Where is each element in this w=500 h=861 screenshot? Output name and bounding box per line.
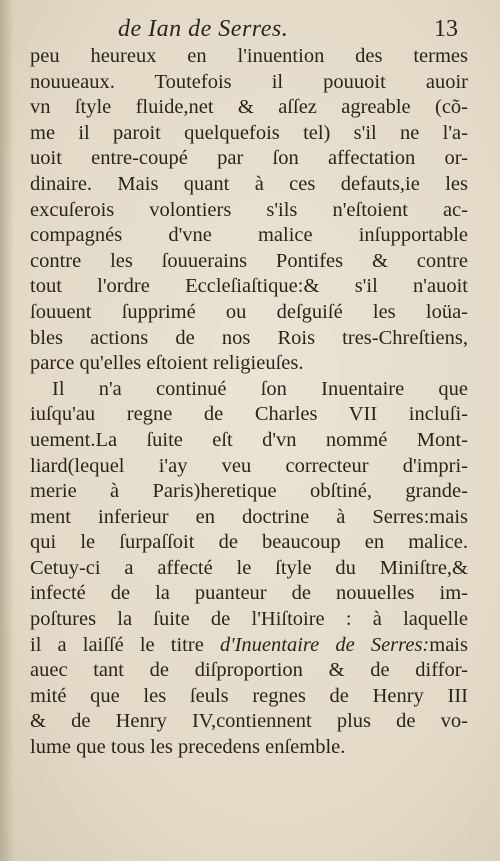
text-line: lume que tous les precedens enſemble. — [30, 736, 346, 759]
text-line: contre les ſouuerains Pontifes & contre — [30, 249, 468, 272]
page-header — [118, 16, 458, 46]
text-line: excuſerois volontiers s'ils n'eſtoient ac- — [30, 198, 468, 221]
text-line: tout l'ordre Eccleſiaſtique:& s'il n'auoit — [30, 275, 468, 298]
text-line: auec tant de diſproportion & de diffor- — [30, 659, 468, 682]
text-line: uoit entre-coupé par ſon affectation or- — [30, 147, 468, 170]
paragraph-start-line: Il n'a continué ſon Inuentaire que — [52, 377, 468, 400]
page-gutter-shadow — [0, 0, 14, 861]
text-segment: mais — [429, 633, 468, 656]
text-line: Cetuy-ci a affecté le ſtyle du Miniſtre,& — [30, 556, 468, 579]
body-text — [30, 44, 468, 761]
running-title: de Ian de Serres. — [118, 16, 289, 42]
text-line: nouueaux. Toutefois il pouuoit auoir — [30, 70, 468, 93]
text-line: mité que les ſeuls regnes de Henry III — [30, 684, 468, 707]
text-line: infecté de la puanteur de nouuelles im- — [30, 582, 468, 605]
text-line: merie à Paris)heretique obſtiné, grande- — [30, 480, 468, 503]
text-line: bles actions de nos Rois tres-Chreſtiens, — [30, 326, 468, 349]
text-line: compagnés d'vne malice inſupportable — [30, 224, 468, 247]
paragraph-end-line: parce qu'elles eſtoient religieuſes. — [30, 352, 304, 375]
text-line: & de Henry IV,contiennent plus de vo- — [30, 710, 468, 733]
text-line: dinaire. Mais quant à ces defauts,ie les — [30, 172, 468, 195]
text-line: peu heureux en l'inuention des termes — [30, 45, 468, 67]
text-line: poſtures la ſuite de l'Hiſtoire : à laquelle — [30, 608, 468, 631]
italic-work-title: d'Inuentaire de Serres: — [219, 633, 430, 656]
text-line: iuſqu'au regne de Charles VII incluſi- — [30, 403, 468, 426]
text-line: ſouuent ſupprimé ou deſguiſé les loüa- — [30, 300, 468, 323]
page-number: 13 — [434, 16, 458, 42]
text-line: ment inferieur en doctrine à Serres:mais — [30, 505, 468, 528]
text-line: qui le ſurpaſſoit de beaucoup en malice. — [30, 531, 468, 554]
text-line-with-italic-title — [30, 633, 468, 659]
text-line: vn ſtyle fluide,net & aſſez agreable (cõ- — [30, 96, 468, 119]
text-line: uement.La ſuite eſt d'vn nommé Mont- — [30, 428, 468, 451]
text-segment: il a laiſſé le titre — [30, 633, 220, 656]
text-line: liard(lequel i'ay veu correcteur d'impri- — [30, 454, 468, 477]
text-line: me il paroit quelquefois tel) s'il ne l'a- — [30, 121, 468, 144]
